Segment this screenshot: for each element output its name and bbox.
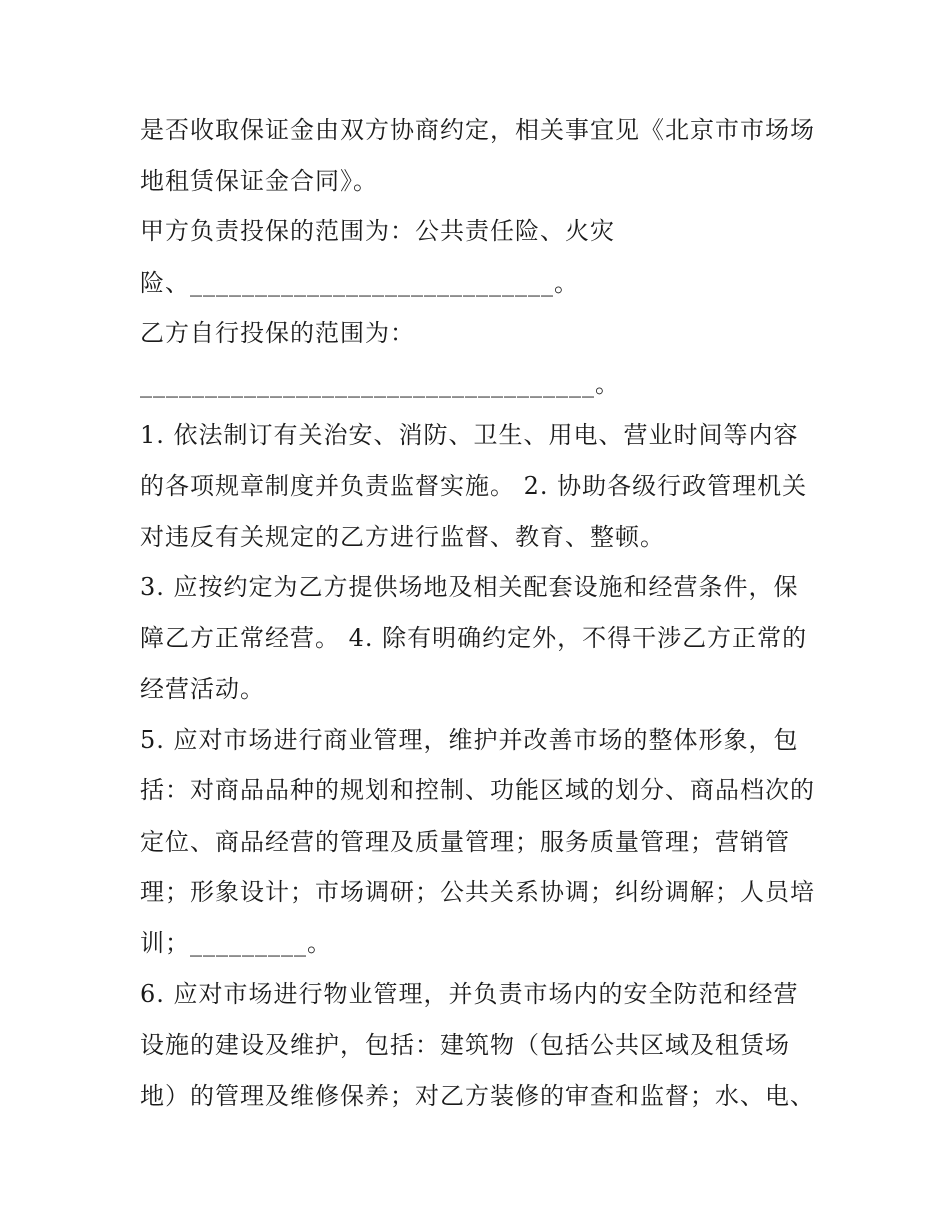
text-line: 训；_________。 xyxy=(140,929,332,957)
text-line: 1. 依法制订有关治安、消防、卫生、用电、营业时间等内容 xyxy=(140,421,799,449)
text-line: 经营活动。 xyxy=(140,675,265,703)
text-line: 险、____________________________。 xyxy=(140,269,579,297)
text-line: 3. 应按约定为乙方提供场地及相关配套设施和经营条件，保 xyxy=(140,573,799,601)
text-line: 地）的管理及维修保养；对乙方装修的审查和监督；水、电、 xyxy=(140,1082,815,1110)
text-line: 对违反有关规定的乙方进行监督、教育、整顿。 xyxy=(140,523,665,551)
text-line: 5. 应对市场进行商业管理，维护并改善市场的整体形象，包 xyxy=(140,726,799,754)
text-line: 设施的建设及维护，包括：建筑物（包括公共区域及租赁场 xyxy=(140,1031,790,1059)
text-line: 地租赁保证金合同》。 xyxy=(140,167,378,195)
text-line: 定位、商品经营的管理及质量管理；服务质量管理；营销管 xyxy=(140,828,790,856)
text-line: 甲方负责投保的范围为：公共责任险、火灾 xyxy=(140,217,615,245)
text-line: 乙方自行投保的范围为： xyxy=(140,319,415,347)
text-line: 障乙方正常经营。 4. 除有明确约定外，不得干涉乙方正常的 xyxy=(140,624,808,652)
text-line: 括：对商品品种的规划和控制、功能区域的划分、商品档次的 xyxy=(140,776,815,804)
text-line: ___________________________________。 xyxy=(140,370,620,398)
text-line: 6. 应对市场进行物业管理，并负责市场内的安全防范和经营 xyxy=(140,980,799,1008)
text-line: 的各项规章制度并负责监督实施。 2. 协助各级行政管理机关 xyxy=(140,472,808,500)
text-line: 是否收取保证金由双方协商约定，相关事宜见《北京市市场场 xyxy=(140,116,815,144)
text-line: 理；形象设计；市场调研；公共关系协调；纠纷调解；人员培 xyxy=(140,878,815,906)
